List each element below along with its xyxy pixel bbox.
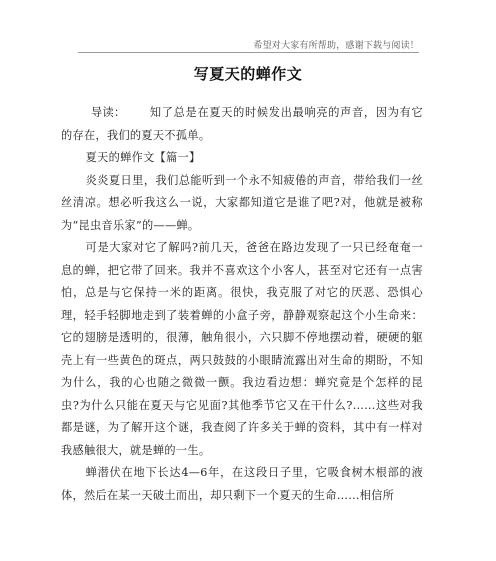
document-body — [61, 102, 423, 507]
body-paragraph: 炎炎夏日里，我们总能听到一个永不知疲倦的声音，带给我们一丝丝清凉。想必听我这么一说，大家都知道它是谁了吧?对，他就是被称为“昆虫音乐家”的——蝉。 — [61, 173, 423, 232]
header-divider — [78, 52, 419, 53]
section-heading: 夏天的蝉作文【篇一】 — [85, 151, 201, 164]
body-paragraph: 蝉潜伏在地下长达4—6年，在这段日子里，它吸食树木根部的液体，然后在某一天破土而出，却只剩下一个夏天的生命……相信所 — [61, 466, 423, 502]
document-title: 写夏天的蝉作文 — [193, 65, 303, 83]
intro-label: 导读： — [91, 106, 126, 119]
header-note: 希望对大家有所帮助，感谢下载与阅读！ — [253, 41, 419, 51]
intro-paragraph — [61, 102, 423, 147]
body-paragraph: 可是大家对它了解吗?前几天，爸爸在路边发现了一只已经奄奄一息的蝉，把它带了回来。我并不喜欢这个小客人，甚至对它还有一点害怕，总是与它保持一米的距离。很快，我克服了对它的厌恶、恐惧心理，轻手轻脚地走到了装着蝉的小盒子旁，静静观察起这个小生命来：它的翅膀是透明的，很薄，触角很小，六只脚不停地摆动着，硬硬的躯壳上有一些黄色的斑点，两只鼓鼓的小眼睛流露出对生命的期盼，不知为什么，我的心也随之微微一颤。我边看边想：蝉究竟是个怎样的昆虫?为什么只能在夏天与它见面?其他季节它又在干什么?……这些对我都是谜，为了解开这个谜，我查阅了许多关于蝉的资料，其中有一样对我感触很大，就是蝉的一生。 — [61, 241, 423, 457]
intro-text: 知了总是在夏天的时候发出最响亮的声音，因为有它的存在，我们的夏天不孤单。 — [61, 106, 423, 142]
